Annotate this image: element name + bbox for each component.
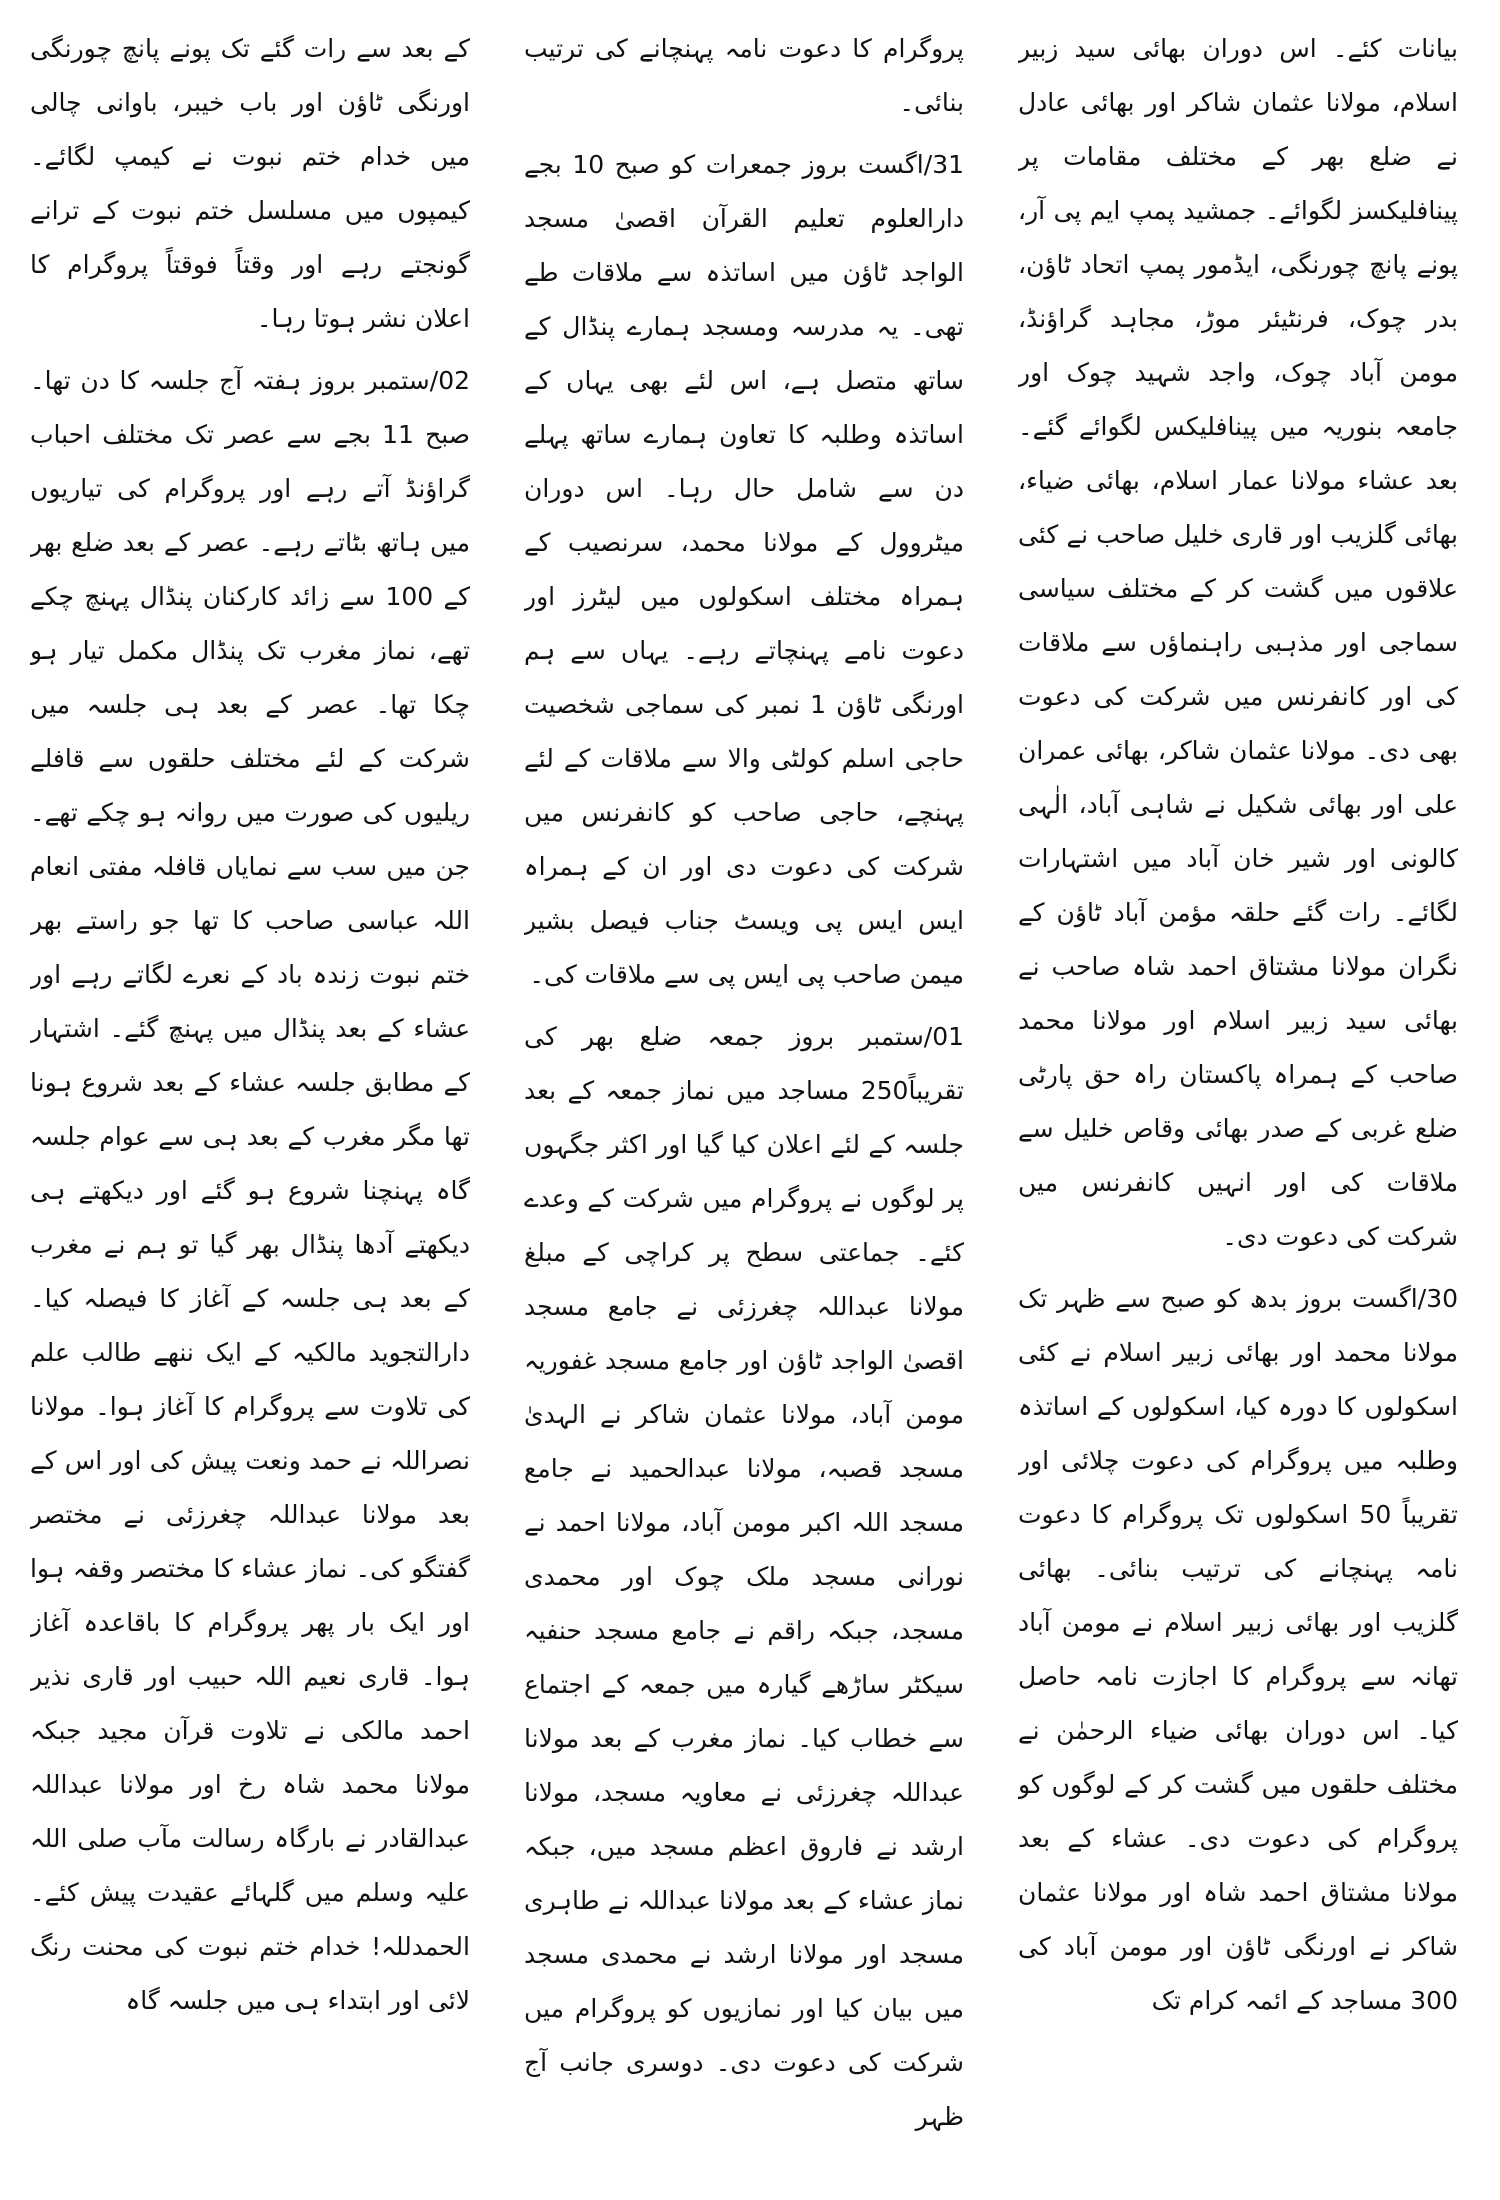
- paragraph: پروگرام کا دعوت نامہ پہنچانے کی ترتیب بنائی۔: [524, 34, 964, 117]
- paragraph: 01/ستمبر بروز جمعہ ضلع بھر کی تقریباً250 مساجد میں نماز جمعہ کے بعد جلسہ کے لئے اعلان کیا گیا اور اکثر جگہوں پر لوگوں نے پروگرام میں شرکت کے وعدے کئے۔ جماعتی سطح پر کراچی کے مبلغ مولانا عبداللہ چغرزئی نے جامع مسجد اقصیٰ الواجد ٹاؤن اور جامع مسجد غفوریہ مومن آباد، مولانا عثمان شاکر نے الہدیٰ مسجد قصبہ، مولانا عبدالحمید نے جامع مسجد اللہ اکبر مومن آباد، مولانا احمد نے نورانی مسجد ملک چوک اور محمدی مسجد، جبکہ راقم نے جامع مسجد حنفیہ سیکٹر ساڑھے گیارہ میں جمعہ کے اجتماع سے خطاب کیا۔ نماز مغرب کے بعد مولانا عبداللہ چغرزئی نے معاویہ مسجد، مولانا ارشد نے فاروق اعظم مسجد میں، جبکہ نماز عشاء کے بعد مولانا عبداللہ نے طاہری مسجد اور مولانا ارشد نے محمدی مسجد میں بیان کیا اور نمازیوں کو پروگرام میں شرکت کی دعوت دی۔ دوسری جانب آج ظہر: [524, 1022, 964, 2131]
- paragraph: کے بعد سے رات گئے تک پونے پانچ چورنگی اورنگی ٹاؤن اور باب خیبر، باوانی چالی میں خدام ختم نبوت نے کیمپ لگائے۔ کیمپوں میں مسلسل ختم نبوت کے ترانے گونجتے رہے اور وقتاً فوقتاً پروگرام کا اعلان نشر ہوتا رہا۔: [30, 34, 470, 333]
- paragraph: 31/اگست بروز جمعرات کو صبح 10 بجے دارالعلوم تعلیم القرآن اقصیٰ مسجد الواجد ٹاؤن میں اساتذہ سے ملاقات طے تھی۔ یہ مدرسہ ومسجد ہمارے پنڈال کے ساتھ متصل ہے، اس لئے بھی یہاں کے اساتذہ وطلبہ کا تعاون ہمارے ساتھ پہلے دن سے شامل حال رہا۔ اس دوران میٹروول کے مولانا محمد، سرنصیب کے ہمراہ مختلف اسکولوں میں لیٹرز اور دعوت نامے پہنچاتے رہے۔ یہاں سے ہم اورنگی ٹاؤن 1 نمبر کی سماجی شخصیت حاجی اسلم کولٹی والا سے ملاقات کے لئے پہنچے، حاجی صاحب کو کانفرنس میں شرکت کی دعوت دی اور ان کے ہمراہ ایس ایس پی ویسٹ جناب فیصل بشیر میمن صاحب پی ایس پی سے ملاقات کی۔: [524, 150, 964, 989]
- paragraph: بیانات کئے۔ اس دوران بھائی سید زبیر اسلام، مولانا عثمان شاکر اور بھائی عادل نے ضلع بھر کے مختلف مقامات پر پینافلیکسز لگوائے۔ جمشید پمپ ایم پی آر، پونے پانچ چورنگی، ایڈمور پمپ اتحاد ٹاؤن، بدر چوک، فرنٹیئر موڑ، مجاہد گراؤنڈ، مومن آباد چوک، واجد شہید چوک اور جامعہ بنوریہ میں پینافلیکس لگوائے گئے۔ بعد عشاء مولانا عمار اسلام، بھائی ضیاء، بھائی گلزیب اور قاری خلیل صاحب نے کئی علاقوں میں گشت کر کے مختلف سیاسی سماجی اور مذہبی راہنماؤں سے ملاقات کی اور کانفرنس میں شرکت کی دعوت بھی دی۔ مولانا عثمان شاکر، بھائی عمران علی اور بھائی شکیل نے شاہی آباد، الٰہی کالونی اور شیر خان آباد میں اشتہارات لگائے۔ رات گئے حلقہ مؤمن آباد ٹاؤن کے نگران مولانا مشتاق احمد شاہ صاحب نے بھائی سید زبیر اسلام اور مولانا محمد صاحب کے ہمراہ پاکستان راہ حق پارٹی ضلع غربی کے صدر بھائی وقاص خلیل سے ملاقات کی اور انہیں کانفرنس میں شرکت کی دعوت دی۔: [1018, 34, 1458, 1251]
- paragraph: 02/ستمبر بروز ہفتہ آج جلسہ کا دن تھا۔ صبح 11 بجے سے عصر تک مختلف احباب گراؤنڈ آتے رہے اور پروگرام کی تیاریوں میں ہاتھ بٹاتے رہے۔ عصر کے بعد ضلع بھر کے 100 سے زائد کارکنان پنڈال پہنچ چکے تھے، نماز مغرب تک پنڈال مکمل تیار ہو چکا تھا۔ عصر کے بعد ہی جلسہ میں شرکت کے لئے مختلف حلقوں سے قافلے ریلیوں کی صورت میں روانہ ہو چکے تھے۔ جن میں سب سے نمایاں قافلہ مفتی انعام اللہ عباسی صاحب کا تھا جو راستے بھر ختم نبوت زندہ باد کے نعرے لگاتے رہے اور عشاء کے بعد پنڈال میں پہنچ گئے۔ اشتہار کے مطابق جلسہ عشاء کے بعد شروع ہونا تھا مگر مغرب کے بعد ہی سے عوام جلسہ گاہ پہنچنا شروع ہو گئے اور دیکھتے ہی دیکھتے آدھا پنڈال بھر گیا تو ہم نے مغرب کے بعد ہی جلسہ کے آغاز کا فیصلہ کیا۔ دارالتجوید مالکیہ کے ایک ننھے طالب علم کی تلاوت سے پروگرام کا آغاز ہوا۔ مولانا نصراللہ نے حمد ونعت پیش کی اور اس کے بعد مولانا عبداللہ چغرزئی نے مختصر گفتگو کی۔ نماز عشاء کا مختصر وقفہ ہوا اور ایک بار پھر پروگرام کا باقاعدہ آغاز ہوا۔ قاری نعیم اللہ حبیب اور قاری نذیر احمد مالکی نے تلاوت قرآن مجید جبکہ مولانا محمد شاہ رخ اور مولانا عبداللہ عبدالقادر نے بارگاہ رسالت مآب صلی اللہ علیہ وسلم میں گلہائے عقیدت پیش کئے۔ الحمدللہ! خدام ختم نبوت کی محنت رنگ لائی اور ابتداء ہی میں جلسہ گاہ: [30, 366, 470, 2015]
- article-column-right: [1018, 22, 1458, 2187]
- article-column-middle: [524, 22, 964, 2187]
- paragraph: 30/اگست بروز بدھ کو صبح سے ظہر تک مولانا محمد اور بھائی زبیر اسلام نے کئی اسکولوں کا دورہ کیا، اسکولوں کے اساتذہ وطلبہ میں پروگرام کی دعوت چلائی اور تقریباً 50 اسکولوں تک پروگرام کا دعوت نامہ پہنچانے کی ترتیب بنائی۔ بھائی گلزیب اور بھائی زبیر اسلام نے مومن آباد تھانہ سے پروگرام کا اجازت نامہ حاصل کیا۔ اس دوران بھائی ضیاء الرحمٰن نے مختلف حلقوں میں گشت کر کے لوگوں کو پروگرام کی دعوت دی۔ عشاء کے بعد مولانا مشتاق احمد شاہ اور مولانا عثمان شاکر نے اورنگی ٹاؤن اور مومن آباد کی 300 مساجد کے ائمہ کرام تک: [1018, 1284, 1458, 2015]
- article-column-left: [30, 22, 470, 2187]
